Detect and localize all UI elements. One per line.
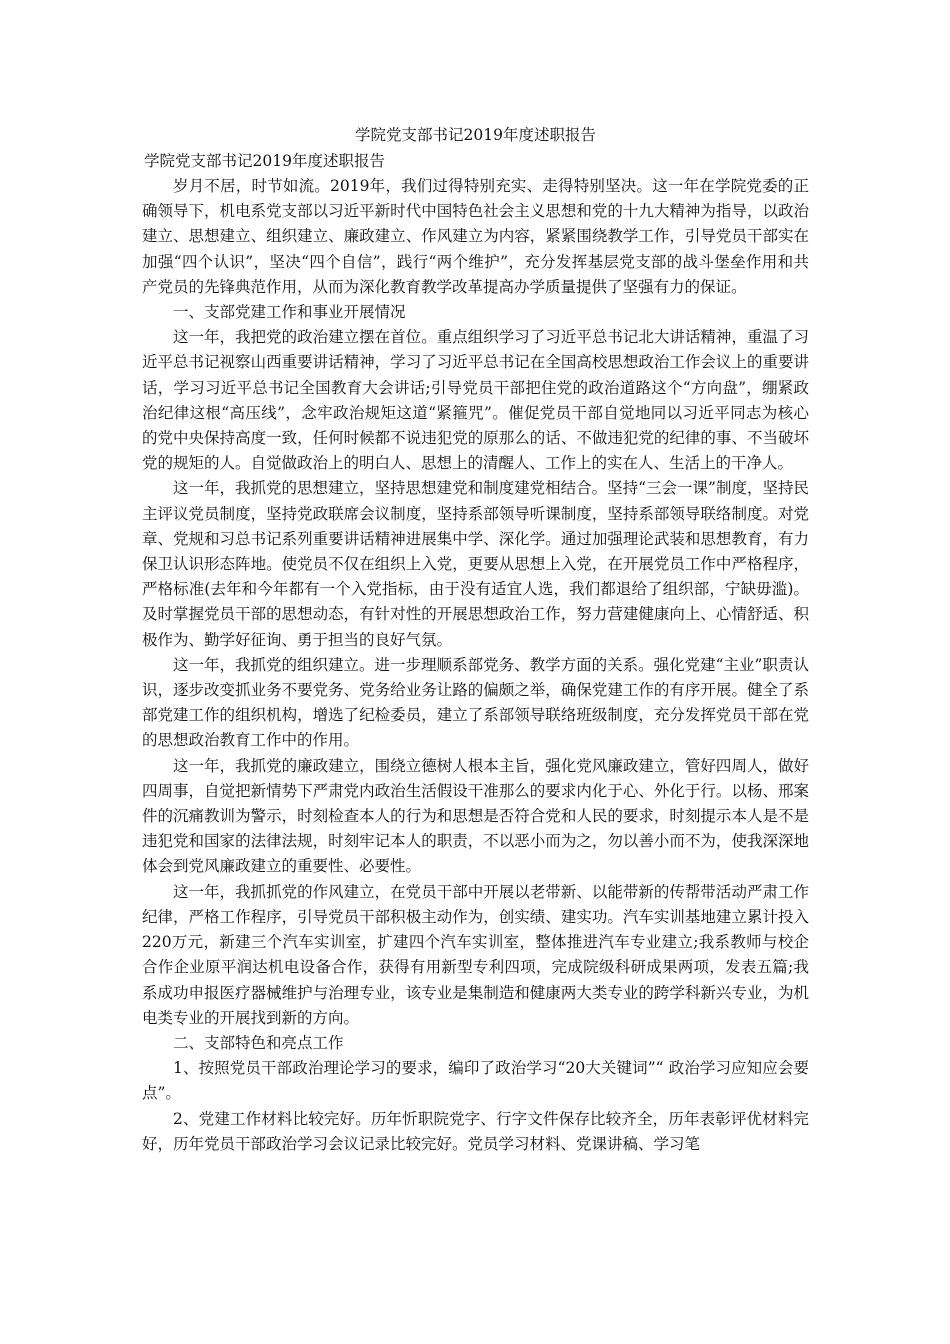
section-heading-1: 一、支部党建工作和事业开展情况	[173, 303, 406, 322]
paragraph-3: 这一年，我抓党的思想建立，坚持思想建党和制度建党相结合。坚持“三会一课”制度，坚持民主评议党员制度，坚持党政联席会议制度，坚持系部领导听课制度，坚持系部领导联络制度。对党章、党规和习总书记系列重要讲话精神进展集中学、深化学。通过加强理论武装和思想教育，有力保卫认识形态阵地。使党员不仅在组织上入党，更要从思想上入党，在开展党员工作中严格程序，严格标准(去年和今年都有一个入党指标，由于没有适宜人选，我们都退给了组织部，宁缺毋滥)。及时掌握党员干部的思想动态，有针对性的开展思想政治工作，努力营建健康向上、心情舒适、积极作为、勤学好征询、勇于担当的良好气氛。	[142, 479, 809, 649]
paragraph-4: 这一年，我抓党的组织建立。进一步理顺系部党务、教学方面的关系。强化党建“主业”职责认识，逐步改变抓业务不要党务、党务给业务让路的偏颇之举，确保党建工作的有序开展。健全了系部党建工作的组织机构，增选了纪检委员，建立了系部领导联络班级制度，充分发挥党员干部在党的思想政治教育工作中的作用。	[142, 655, 809, 750]
section-heading-2: 二、支部特色和亮点工作	[173, 1033, 344, 1052]
paragraph-5: 这一年，我抓党的廉政建立，围绕立德树人根本主旨，强化党风廉政建立，管好四周人，做好四周事，自觉把新情势下严肃党内政治生活假设干准那么的要求内化于心、外化于行。以杨、邢案件的沉痛教训为警示，时刻检查本人的行为和思想是否符合党和人民的要求，时刻提示本人是不是违犯党和国家的法律法规，时刻牢记本人的职责，不以恶小而为之，勿以善小而不为，使我深深地体会到党风廉政建立的重要性、必要性。	[142, 756, 809, 876]
paragraph-2: 这一年，我把党的政治建立摆在首位。重点组织学习了习近平总书记北大讲话精神，重温了习近平总书记视察山西重要讲话精神，学习了习近平总书记在全国高校思想政治工作会议上的重要讲话，学习习近平总书记全国教育大会讲话;引导党员干部把住党的政治道路这个“方向盘”，绷紧政治纪律这根“高压线”，念牢政治规矩这道“紧箍咒”。催促党员干部自觉地同以习近平同志为核心的党中央保持高度一致，任何时候都不说违犯党的原那么的话、不做违犯党的纪律的事、不当破坏党的规矩的人。自觉做政治上的明白人、思想上的清醒人、工作上的实在人、生活上的干净人。	[142, 328, 809, 473]
document-subtitle: 学院党支部书记2019年度述职报告	[144, 152, 385, 170]
paragraph-1: 岁月不居，时节如流。2019年，我们过得特别充实、走得特别坚决。这一年在学院党委的正确领导下，机电系党支部以习近平新时代中国特色社会主义思想和党的十九大精神为指导，以政治建立、思想建立、组织建立、廉政建立、作风建立为内容，紧紧围绕教学工作，引导党员干部实在加强“四个认识”，坚决“四个自信”，践行“两个维护”，充分发挥基层党支部的战斗堡垒作用和共产党员的先锋典范作用，从而为深化教育教学改革提高办学质量提供了坚强有力的保证。	[142, 177, 809, 296]
paragraph-7: 1、按照党员干部政治理论学习的要求，编印了政治学习“20大关键词”“ 政治学习应知应会要点”。	[142, 1059, 809, 1103]
document-title: 学院党支部书记2019年度述职报告	[355, 126, 596, 144]
paragraph-8: 2、党建工作材料比较完好。历年忻职院党字、行字文件保存比较齐全，历年表彰评优材料完好，历年党员干部政治学习会议记录比较完好。党员学习材料、党课讲稿、学习笔	[142, 1109, 809, 1153]
document-blocks	[142, 174, 809, 1157]
paragraph-6: 这一年，我抓抓党的作风建立，在党员干部中开展以老带新、以能带新的传帮带活动严肃工作纪律，严格工作程序，引导党员干部积极主动作为，创实绩、建实功。汽车实训基地建立累计投入220万元，新建三个汽车实训室，扩建四个汽车实训室，整体推进汽车专业建立;我系教师与校企合作企业原平润达机电设备合作，获得有用新型专利四项，完成院级科研成果两项，发表五篇;我系成功申报医疗器械维护与治理专业，该专业是集制造和健康两大类专业的跨学科新兴专业，为机电类专业的开展找到新的方向。	[142, 882, 809, 1027]
document-body	[142, 122, 809, 1157]
